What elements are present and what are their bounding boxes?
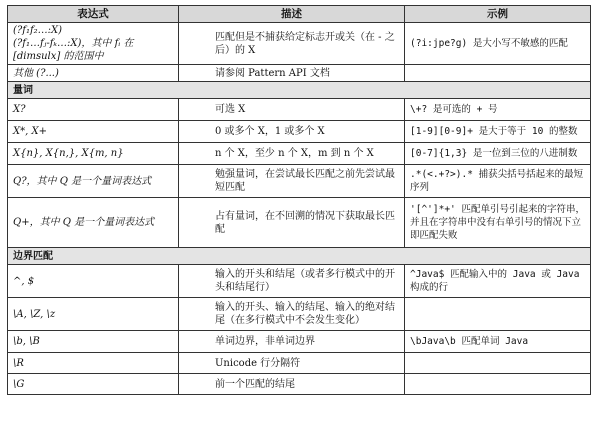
description-cell: n 个 X，至少 n 个 X，m 到 n 个 X xyxy=(179,143,405,165)
example-cell: (?i:jpe?g) 是大小写不敏感的匹配 xyxy=(405,23,591,65)
header-expression: 表达式 xyxy=(8,6,179,23)
expression-cell: X? xyxy=(8,99,179,121)
description-cell: 勉强量词，在尝试最长匹配之前先尝试最短匹配 xyxy=(179,165,405,198)
expression-cell: \b, \B xyxy=(8,331,179,353)
section-header-row xyxy=(8,82,591,99)
table-row xyxy=(8,121,591,143)
expression-cell: X{n}, X{n,}, X{m, n} xyxy=(8,143,179,165)
expression-cell: Q?，其中 Q 是一个量词表达式 xyxy=(8,165,179,198)
example-cell: [1-9][0-9]+ 是大于等于 10 的整数 xyxy=(405,121,591,143)
table-row xyxy=(8,99,591,121)
table-row xyxy=(8,165,591,198)
expression-cell: \G xyxy=(8,374,179,395)
example-cell: .*(<.+?>).* 捕获尖括号括起来的最短序列 xyxy=(405,165,591,198)
description-cell: 0 或多个 X，1 或多个 X xyxy=(179,121,405,143)
example-cell: \bJava\b 匹配单词 Java xyxy=(405,331,591,353)
table-body xyxy=(8,23,591,395)
expression-cell: \R xyxy=(8,353,179,374)
description-cell: 输入的开头、输入的结尾、输入的绝对结尾（在多行模式中不会发生变化） xyxy=(179,298,405,331)
regex-syntax-table xyxy=(7,5,591,395)
table-row xyxy=(8,65,591,82)
example-cell: '[^']*+' 匹配单引号引起来的字符串，并且在字符串中没有右单引号的情况下立即匹配失败 xyxy=(405,198,591,248)
description-cell: Unicode 行分隔符 xyxy=(179,353,405,374)
expression-cell: X*, X+ xyxy=(8,121,179,143)
expression-cell: 其他 (?...) xyxy=(8,65,179,82)
regex-table-page xyxy=(7,5,590,419)
expression-cell: ^, $ xyxy=(8,265,179,298)
table-row xyxy=(8,265,591,298)
table-row xyxy=(8,331,591,353)
example-cell xyxy=(405,65,591,82)
example-cell: \+? 是可选的 + 号 xyxy=(405,99,591,121)
description-cell: 占有量词，在不回溯的情况下获取最长匹配 xyxy=(179,198,405,248)
example-cell: [0-7]{1,3} 是一位到三位的八进制数 xyxy=(405,143,591,165)
expression-cell: (?f₁f₂…:X) (?f₁…fⱼ-fₖ…:X)，其中 fᵢ 在 [dimsulx] 的范围中 xyxy=(8,23,179,65)
table-row xyxy=(8,298,591,331)
table-row xyxy=(8,23,591,65)
description-cell: 前一个匹配的结尾 xyxy=(179,374,405,395)
description-cell: 请参阅 Pattern API 文档 xyxy=(179,65,405,82)
description-cell: 单词边界，非单词边界 xyxy=(179,331,405,353)
header-description: 描述 xyxy=(179,6,405,23)
description-cell: 输入的开头和结尾（或者多行模式中的开头和结尾行） xyxy=(179,265,405,298)
example-cell xyxy=(405,374,591,395)
table-row xyxy=(8,374,591,395)
example-cell xyxy=(405,298,591,331)
table-header-row xyxy=(8,6,591,23)
example-cell: ^Java$ 匹配输入中的 Java 或 Java 构成的行 xyxy=(405,265,591,298)
table-row xyxy=(8,143,591,165)
section-header-row xyxy=(8,248,591,265)
description-cell: 可选 X xyxy=(179,99,405,121)
expression-cell: \A, \Z, \z xyxy=(8,298,179,331)
table-row xyxy=(8,198,591,248)
section-title: 量词 xyxy=(8,82,591,99)
header-example: 示例 xyxy=(405,6,591,23)
description-cell: 匹配但是不捕获给定标志开或关（在 - 之后）的 X xyxy=(179,23,405,65)
expression-cell: Q+，其中 Q 是一个量词表达式 xyxy=(8,198,179,248)
example-cell xyxy=(405,353,591,374)
table-row xyxy=(8,353,591,374)
section-title: 边界匹配 xyxy=(8,248,591,265)
